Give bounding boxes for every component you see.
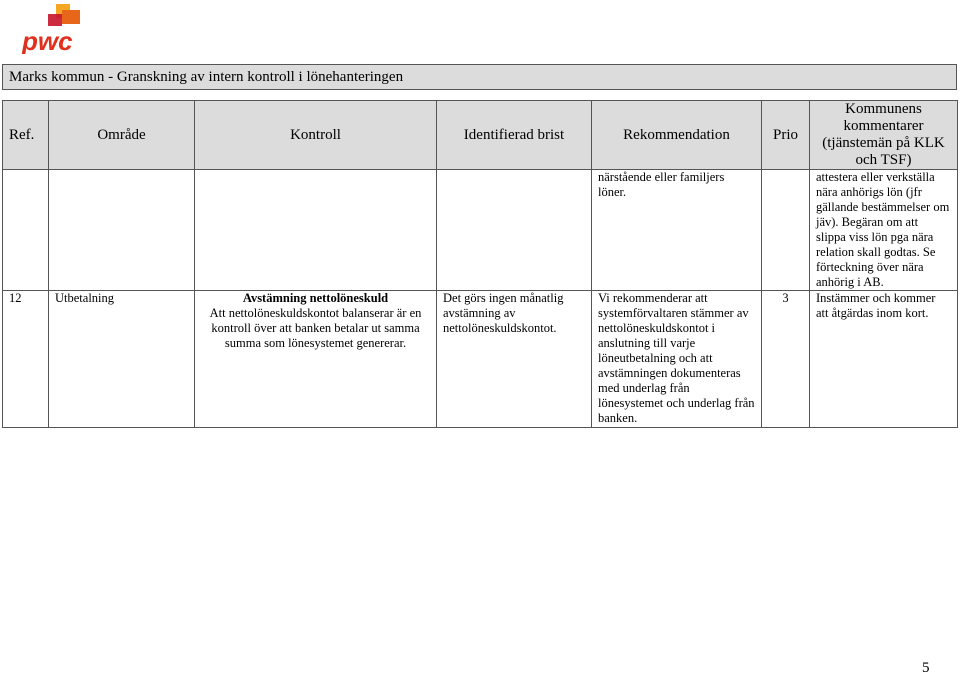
cell-area xyxy=(49,170,195,291)
col-prio: Prio xyxy=(762,101,810,170)
findings-table xyxy=(2,100,958,428)
cell-ref xyxy=(3,170,49,291)
col-ref: Ref. xyxy=(3,101,49,170)
report-title: Marks kommun - Granskning av intern kontroll i lönehanteringen xyxy=(2,64,957,90)
cell-control xyxy=(195,170,437,291)
logo-block-red xyxy=(48,14,62,26)
col-recommendation: Rekommendation xyxy=(592,101,762,170)
table-row-continuation xyxy=(3,170,958,291)
cell-recommendation: närstående eller familjers löner. xyxy=(592,170,762,291)
cell-prio xyxy=(762,170,810,291)
logo-block-orange xyxy=(62,10,80,24)
cell-gap xyxy=(437,170,592,291)
table-row xyxy=(3,291,958,428)
cell-recommendation: Vi rekommenderar att systemförvaltaren stämmer av nettolöneskuldskontot i anslutning till varje löneutbetalning och att avstämningen dokumenteras med underlag från lönesystemet och underlag från banken. xyxy=(592,291,762,428)
cell-control xyxy=(195,291,437,428)
logo-text: pwc xyxy=(22,26,73,54)
cell-comments: attestera eller verkställa nära anhörigs lön (jfr gällande bestämmelser om jäv). Begäran om att slippa viss lön pga nära relation skall godtas. Se förteckning över nära anhörig i AB. xyxy=(810,170,958,291)
pwc-logo xyxy=(22,4,92,54)
cell-comments: Instämmer och kommer att åtgärdas inom kort. xyxy=(810,291,958,428)
cell-area: Utbetalning xyxy=(49,291,195,428)
table-header-row xyxy=(3,101,958,170)
cell-gap: Det görs ingen månatlig avstämning av nettolöneskuldskontot. xyxy=(437,291,592,428)
col-comments: Kommunens kommentarer (tjänstemän på KLK och TSF) xyxy=(810,101,958,170)
cell-ref: 12 xyxy=(3,291,49,428)
control-title: Avstämning nettolöneskuld xyxy=(242,291,389,305)
col-area: Område xyxy=(49,101,195,170)
col-control: Kontroll xyxy=(195,101,437,170)
cell-prio: 3 xyxy=(762,291,810,428)
control-text: Att nettolöneskuldskontot balanserar är en kontroll över att banken betalar ut samma summa som lönesystemet genererar. xyxy=(209,306,422,350)
page-number: 5 xyxy=(922,660,930,676)
col-gap: Identifierad brist xyxy=(437,101,592,170)
